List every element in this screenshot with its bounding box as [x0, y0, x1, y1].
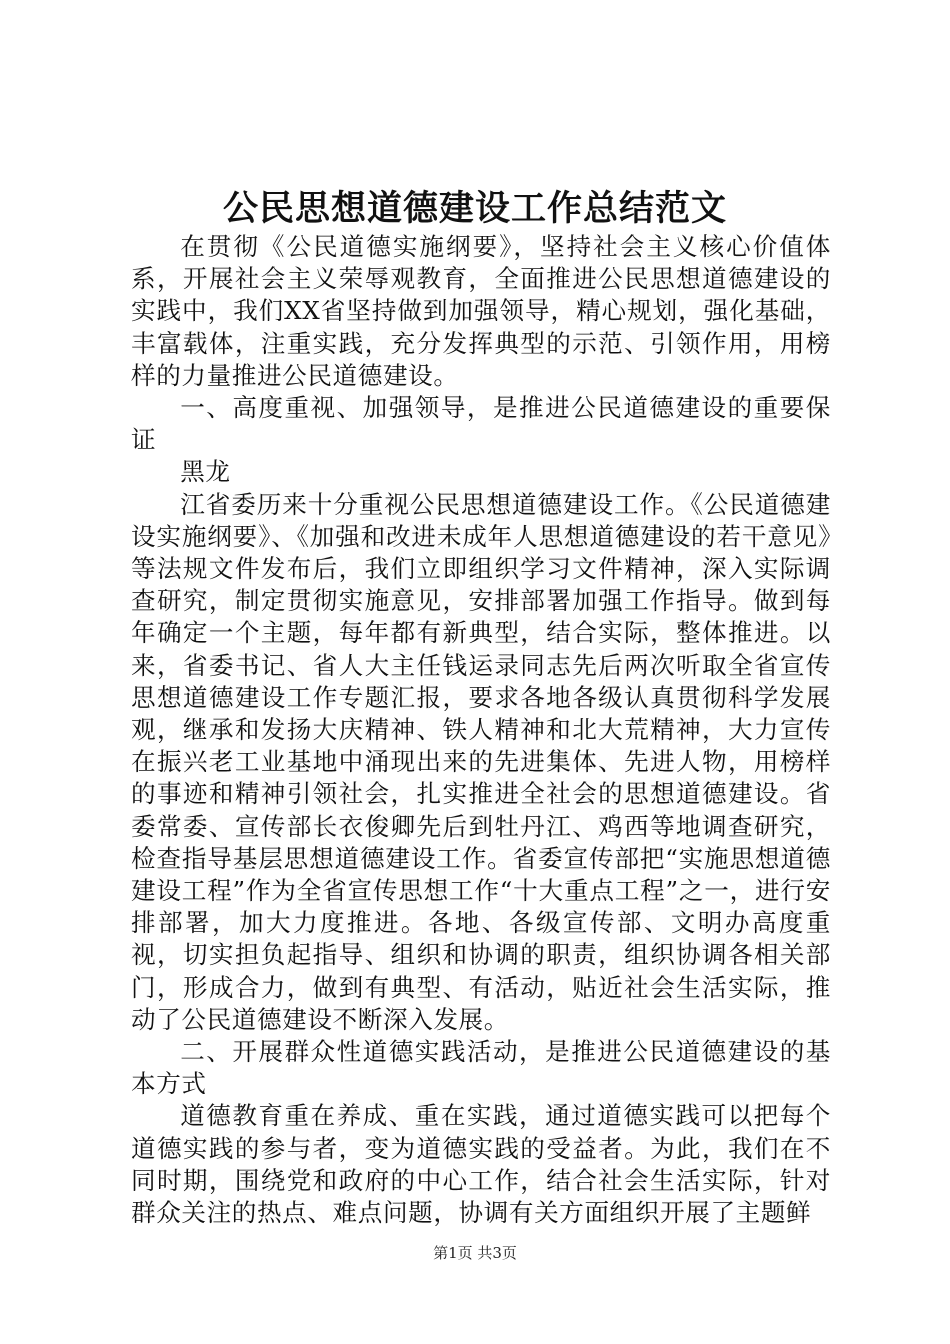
page-footer: 第1页 共3页 — [433, 1244, 517, 1262]
section-heading-2: 二、开展群众性道德实践活动，是推进公民道德建设的基本方式 — [131, 1037, 831, 1099]
paragraph-fragment: 黑龙 — [180, 457, 231, 487]
section-heading-1: 一、高度重视、加强领导，是推进公民道德建设的重要保证 — [131, 393, 831, 455]
paragraph-section-1: 江省委历来十分重视公民思想道德建设工作。《公民道德建设实施纲要》、《加强和改进未成年人思想道德建设的若干意见》等法规文件发布后，我们立即组织学习文件精神，深入实际调查研究，制定贯彻实施意见，安排部署加强工作指导。做到每年确定一个主题，每年都有新典型，结合实际，整体推进。以来，省委书记、省人大主任钱运录同志先后两次听取全省宣传思想道德建设工作专题汇报，要求各地各级认真贯彻科学发展观，继承和发扬大庆精神、铁人精神和北大荒精神，大力宣传在振兴老工业基地中涌现出来的先进集体、先进人物，用榜样的事迹和精神引领社会，扎实推进全社会的思想道德建设。省委常委、宣传部长衣俊卿先后到牡丹江、鸡西等地调查研究，检查指导基层思想道德建设工作。省委宣传部把“实施思想道德建设工程”作为全省宣传思想工作“十大重点工程”之一，进行安排部署，加大力度推进。各地、各级宣传部、文明办高度重视，切实担负起指导、组织和协调的职责，组织协调各相关部门，形成合力，做到有典型、有活动，贴近社会生活实际，推动了公民道德建设不断深入发展。 — [131, 489, 831, 1034]
paragraph-intro: 在贯彻《公民道德实施纲要》，坚持社会主义核心价值体系，开展社会主义荣辱观教育，全面推进公民思想道德建设的实践中，我们XX省坚持做到加强领导，精心规划，强化基础，丰富载体，注重实践，充分发挥典型的示范、引领作用，用榜样的力量推进公民道德建设。 — [131, 232, 831, 390]
paragraph-section-2: 道德教育重在养成、重在实践，通过道德实践可以把每个道德实践的参与者，变为道德实践的受益者。为此，我们在不同时期，围绕党和政府的中心工作，结合社会生活实际，针对群众关注的热点、难点问题，协调有关方面组织开展了主题鲜 — [131, 1101, 831, 1228]
document-title: 公民思想道德建设工作总结范文 — [222, 188, 727, 229]
document-body — [131, 231, 831, 1229]
